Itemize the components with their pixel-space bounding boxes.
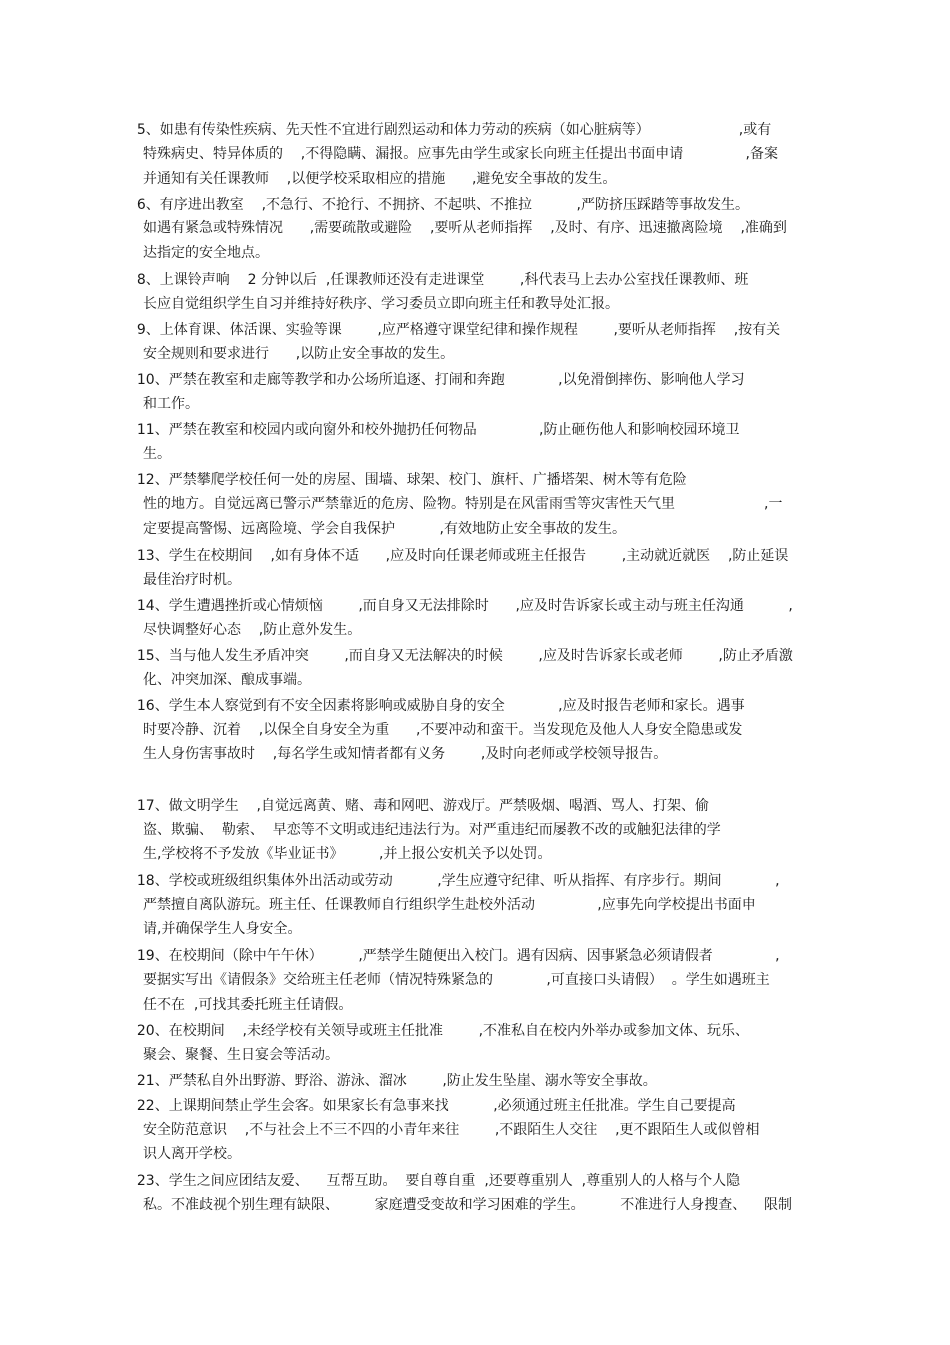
p16-line-2: 时要冷静、沉着 ,以保全自身安全为重 ,不要冲动和蛮干。当发现危及他人人身安全隐患或发: [143, 722, 743, 738]
p12-line-2: 性的地方。自觉远离已警示严禁靠近的危房、险物。特别是在风雷雨雪等灾害性天气里 ,一: [143, 496, 783, 512]
p17-line-2: 盗、欺骗、 勒索、 早恋等不文明或违纪违法行为。对严重违纪而屡教不改的或触犯法律的学: [143, 822, 721, 838]
p22-line-3: 识人离开学校。: [143, 1146, 241, 1162]
p6-line-3: 达指定的安全地点。: [143, 245, 269, 261]
p22-line-1: 22、上课期间禁止学生会客。如果家长有急事来找 ,必须通过班主任批准。学生自己要提高: [128, 1098, 736, 1114]
p17-line-3: 生,学校将不予发放《毕业证书》 ,并上报公安机关予以处罚。: [143, 846, 552, 862]
p10-line-2: 和工作。: [143, 396, 199, 412]
p5-line-1: 5、如患有传染性疾病、先天性不宜进行剧烈运动和体力劳动的疾病（如心脏病等） ,或有: [128, 122, 772, 138]
p16-line-1: 16、学生本人察觉到有不安全因素将影响或威胁自身的安全 ,应及时报告老师和家长。遇事: [128, 698, 745, 714]
p6-line-1: 6、有序进出教室 ,不急行、不抢行、不拥挤、不起哄、不推拉 ,严防挤压踩踏等事故发生。: [128, 197, 750, 213]
p19-line-3: 任不在 ,可找其委托班主任请假。: [143, 997, 353, 1013]
p18-line-3: 请,并确保学生人身安全。: [143, 921, 302, 937]
p11-line-2: 生。: [143, 446, 171, 462]
p12-line-1: 12、严禁攀爬学校任何一处的房屋、围墙、球架、校门、旗杆、广播塔架、树木等有危险: [128, 472, 687, 488]
p9-line-2: 安全规则和要求进行 ,以防止安全事故的发生。: [143, 346, 455, 362]
p10-line-1: 10、严禁在教室和走廊等教学和办公场所追逐、打闹和奔跑 ,以免滑倒摔伤、影响他人学习: [128, 372, 745, 388]
p6-line-2: 如遇有紧急或特殊情况 ,需要疏散或避险 ,要听从老师指挥 ,及时、有序、迅速撤离险境 ,准确到: [143, 220, 787, 236]
p16-line-3: 生人身伤害事故时 ,每名学生或知情者都有义务 ,及时向老师或学校领导报告。: [143, 746, 668, 762]
p15-line-2: 化、冲突加深、酿成事端。: [143, 672, 311, 688]
p20-line-1: 20、在校期间 ,未经学校有关领导或班主任批准 ,不准私自在校内外举办或参加文体、玩乐、: [128, 1023, 750, 1039]
p20-line-2: 聚会、聚餐、生日宴会等活动。: [143, 1047, 339, 1063]
p9-line-1: 9、上体育课、体活课、实验等课 ,应严格遵守课堂纪律和操作规程 ,要听从老师指挥 ,按有关: [128, 322, 781, 338]
p12-line-3: 定要提高警惕、远离险境、学会自我保护 ,有效地防止安全事故的发生。: [143, 521, 626, 537]
p13-line-2: 最佳治疗时机。: [143, 572, 241, 588]
p18-line-1: 18、学校或班级组织集体外出活动或劳动 ,学生应遵守纪律、听从指挥、有序步行。期间 ,: [128, 873, 780, 889]
p8-line-1: 8、上课铃声响 2 分钟以后 ,任课教师还没有走进课堂 ,科代表马上去办公室找任课教师、班: [128, 272, 749, 288]
p21-line-1: 21、严禁私自外出野游、野浴、游泳、溜冰 ,防止发生坠崖、溺水等安全事故。: [128, 1073, 657, 1089]
p5-line-2: 特殊病史、特异体质的 ,不得隐瞒、漏报。应事先由学生或家长向班主任提出书面申请 ,备案: [143, 146, 779, 162]
p18-line-2: 严禁擅自离队游玩。班主任、任课教师自行组织学生赴校外活动 ,应事先向学校提出书面申: [143, 897, 756, 913]
p14-line-1: 14、学生遭遇挫折或心情烦恼 ,而自身又无法排除时 ,应及时告诉家长或主动与班主任沟通 ,: [128, 598, 793, 614]
p14-line-2: 尽快调整好心态 ,防止意外发生。: [143, 622, 362, 638]
p19-line-2: 要据实写出《请假条》交给班主任老师（情况特殊紧急的 ,可直接口头请假） 。学生如遇班主: [143, 972, 770, 988]
p19-line-1: 19、在校期间（除中午午休） ,严禁学生随便出入校门。遇有因病、因事紧急必须请假者 ,: [128, 948, 780, 964]
p17-line-1: 17、做文明学生 ,自觉远离黄、赌、毒和网吧、游戏厅。严禁吸烟、喝酒、骂人、打架、偷: [128, 798, 709, 814]
p5-line-3: 并通知有关任课教师 ,以便学校采取相应的措施 ,避免安全事故的发生。: [143, 171, 617, 187]
p13-line-1: 13、学生在校期间 ,如有身体不适 ,应及时向任课老师或班主任报告 ,主动就近就医 ,防止延误: [128, 548, 789, 564]
p23-line-2: 私。不准歧视个别生理有缺限、 家庭遭受变故和学习困难的学生。 不准进行人身搜查、 限制: [143, 1197, 793, 1213]
p11-line-1: 11、严禁在教室和校园内或向窗外和校外抛扔任何物品 ,防止砸伤他人和影响校园环境卫: [128, 422, 740, 438]
p15-line-1: 15、当与他人发生矛盾冲突 ,而自身又无法解决的时候 ,应及时告诉家长或老师 ,防止矛盾激: [128, 648, 793, 664]
p8-line-2: 长应自觉组织学生自习并维持好秩序、学习委员立即向班主任和教导处汇报。: [143, 296, 619, 312]
p22-line-2: 安全防范意识 ,不与社会上不三不四的小青年来往 ,不跟陌生人交往 ,更不跟陌生人或似曾相: [143, 1122, 760, 1138]
p23-line-1: 23、学生之间应团结友爱、 互帮互助。 要自尊自重 ,还要尊重别人 ,尊重别人的人格与个人隐: [128, 1173, 741, 1189]
